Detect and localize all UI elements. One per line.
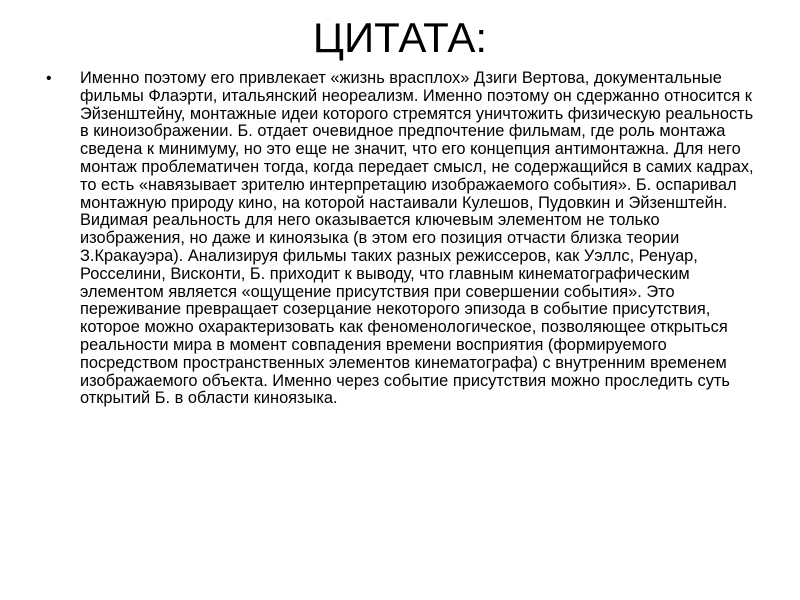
slide-title: ЦИТАТА: <box>312 14 488 61</box>
bullet-list <box>40 70 760 408</box>
bullet-icon: • <box>46 70 52 87</box>
quote-bullet-item <box>40 70 760 408</box>
quote-text: Именно поэтому его привлекает «жизнь врасплох» Дзиги Вертова, документальные фильмы Флаэрти, итальянский неореализм. Именно поэтому он сдержанно относится к Эйзенштейну, монтажные идеи которого стремятся уничтожить физическую реальность в киноизображении. Б. отдает очевидное предпочтение фильмам, где роль монтажа сведена к минимуму, но это еще не значит, что его концепция антимонтажна. Для него монтаж проблематичен тогда, когда передает смысл, не содержащийся в самих кадрах, то есть «навязывает зрителю интерпретацию изображаемого события». Б. оспаривал монтажную природу кино, на которой настаивали Кулешов, Пудовкин и Эйзенштейн. Видимая реальность для него оказывается ключевым элементом не только изображения, но даже и киноязыка (в этом его позиция отчасти близка теории З.Кракауэра). Анализируя фильмы таких разных режиссеров, как Уэллс, Ренуар, Росселини, Висконти, Б. приходит к выводу, что главным кинематографическим элементом является «ощущение присутствия при совершении события». Это переживание превращает созерцание некоторого эпизода в событие присутствия, которое можно охарактеризовать как феноменологическое, позволяющее открыться реальности мира в момент совпадения времени восприятия (формируемого посредством пространственных элементов кинематографа) с внутренним временем изображаемого объекта. Именно через событие присутствия можно проследить суть открытий Б. в области киноязыка. <box>80 69 754 408</box>
